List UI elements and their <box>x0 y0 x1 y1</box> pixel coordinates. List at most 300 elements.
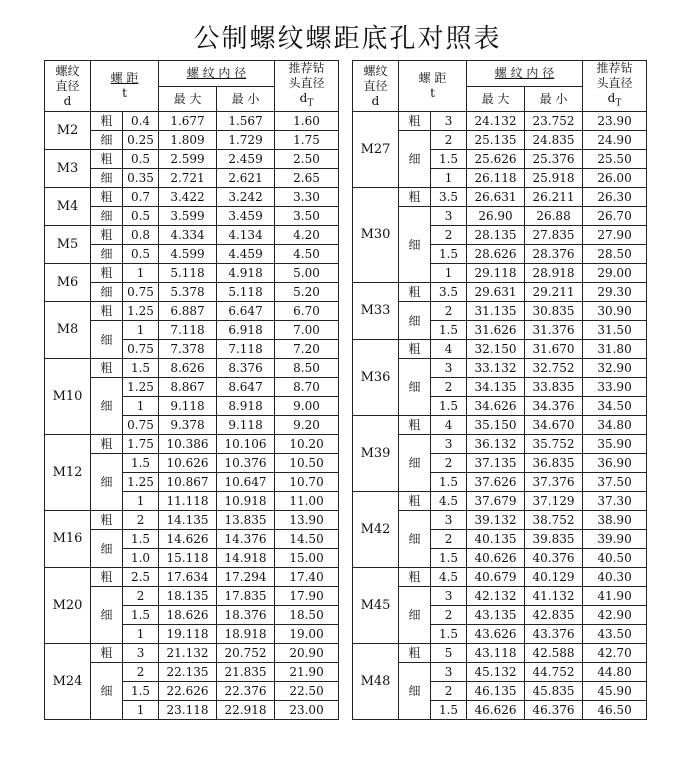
inner-diameter-min: 31.376 <box>525 321 583 340</box>
drill-diameter: 2.50 <box>275 150 339 169</box>
inner-diameter-min: 38.752 <box>525 511 583 530</box>
table-row <box>45 302 339 321</box>
pitch-value: 2 <box>431 606 467 625</box>
pitch-value: 1.5 <box>123 359 159 378</box>
inner-diameter-min: 45.835 <box>525 682 583 701</box>
header-pitch: 螺 距 t <box>91 61 159 112</box>
inner-diameter-min: 10.647 <box>217 473 275 492</box>
inner-diameter-max: 46.626 <box>467 701 525 720</box>
pitch-value: 1 <box>123 264 159 283</box>
table-row <box>353 340 647 359</box>
drill-diameter: 6.70 <box>275 302 339 321</box>
pitch-value: 3 <box>431 359 467 378</box>
drill-diameter: 1.75 <box>275 131 339 150</box>
pitch-type: 粗 <box>91 359 123 378</box>
inner-diameter-max: 42.132 <box>467 587 525 606</box>
drill-diameter: 25.50 <box>583 150 647 169</box>
drill-diameter: 42.70 <box>583 644 647 663</box>
drill-diameter: 8.50 <box>275 359 339 378</box>
inner-diameter-max: 14.135 <box>159 511 217 530</box>
pitch-value: 1.25 <box>123 302 159 321</box>
inner-diameter-max: 19.118 <box>159 625 217 644</box>
page-title: 公制螺纹螺距底孔对照表 <box>193 24 502 54</box>
inner-diameter-min: 8.376 <box>217 359 275 378</box>
pitch-type: 细 <box>91 245 123 264</box>
drill-diameter: 46.50 <box>583 701 647 720</box>
inner-diameter-min: 10.918 <box>217 492 275 511</box>
inner-diameter-max: 4.599 <box>159 245 217 264</box>
pitch-value: 3 <box>123 644 159 663</box>
inner-diameter-min: 33.835 <box>525 378 583 397</box>
inner-diameter-max: 22.626 <box>159 682 217 701</box>
inner-diameter-max: 33.132 <box>467 359 525 378</box>
table-row <box>45 435 339 454</box>
inner-diameter-min: 30.835 <box>525 302 583 321</box>
inner-diameter-min: 37.376 <box>525 473 583 492</box>
drill-diameter: 20.90 <box>275 644 339 663</box>
inner-diameter-min: 23.752 <box>525 112 583 131</box>
pitch-type: 粗 <box>91 226 123 245</box>
table-row <box>45 644 339 663</box>
drill-diameter: 36.90 <box>583 454 647 473</box>
pitch-type: 粗 <box>399 188 431 207</box>
pitch-value: 3 <box>431 207 467 226</box>
inner-diameter-max: 5.378 <box>159 283 217 302</box>
pitch-value: 1 <box>123 321 159 340</box>
thread-size: M16 <box>45 511 91 568</box>
inner-diameter-min: 31.670 <box>525 340 583 359</box>
thread-size: M12 <box>45 435 91 511</box>
inner-diameter-max: 26.118 <box>467 169 525 188</box>
drill-diameter: 44.80 <box>583 663 647 682</box>
drill-diameter: 10.20 <box>275 435 339 454</box>
pitch-value: 2 <box>123 511 159 530</box>
inner-diameter-max: 7.378 <box>159 340 217 359</box>
inner-diameter-max: 35.150 <box>467 416 525 435</box>
inner-diameter-min: 13.835 <box>217 511 275 530</box>
thread-size: M24 <box>45 644 91 720</box>
inner-diameter-max: 29.118 <box>467 264 525 283</box>
pitch-value: 3 <box>431 511 467 530</box>
inner-diameter-max: 36.132 <box>467 435 525 454</box>
pitch-value: 2 <box>431 131 467 150</box>
inner-diameter-min: 28.376 <box>525 245 583 264</box>
inner-diameter-max: 5.118 <box>159 264 217 283</box>
table-row <box>353 416 647 435</box>
pitch-value: 3 <box>431 587 467 606</box>
thread-size: M20 <box>45 568 91 644</box>
inner-diameter-max: 14.626 <box>159 530 217 549</box>
pitch-value: 0.5 <box>123 245 159 264</box>
drill-diameter: 14.50 <box>275 530 339 549</box>
drill-diameter: 5.20 <box>275 283 339 302</box>
table-header <box>353 61 647 112</box>
pitch-value: 4 <box>431 416 467 435</box>
table-row <box>353 568 647 587</box>
inner-diameter-max: 40.679 <box>467 568 525 587</box>
pitch-value: 0.25 <box>123 131 159 150</box>
header-inner-diameter: 螺 纹 内 径 <box>467 61 583 87</box>
header-pitch: 螺 距 t <box>399 61 467 112</box>
pitch-value: 0.7 <box>123 188 159 207</box>
drill-diameter: 19.00 <box>275 625 339 644</box>
inner-diameter-max: 7.118 <box>159 321 217 340</box>
pitch-type: 粗 <box>399 112 431 131</box>
pitch-value: 1.75 <box>123 435 159 454</box>
inner-diameter-min: 28.918 <box>525 264 583 283</box>
pitch-value: 0.75 <box>123 340 159 359</box>
table-row <box>45 359 339 378</box>
inner-diameter-max: 28.135 <box>467 226 525 245</box>
pitch-type: 粗 <box>91 188 123 207</box>
pitch-value: 1.5 <box>431 549 467 568</box>
pitch-value: 1.5 <box>123 606 159 625</box>
pitch-value: 2 <box>123 663 159 682</box>
thread-size: M4 <box>45 188 91 226</box>
inner-diameter-max: 26.631 <box>467 188 525 207</box>
pitch-value: 3 <box>431 435 467 454</box>
inner-diameter-max: 32.150 <box>467 340 525 359</box>
drill-diameter: 34.80 <box>583 416 647 435</box>
drill-diameter: 45.90 <box>583 682 647 701</box>
inner-diameter-min: 37.129 <box>525 492 583 511</box>
table-row <box>353 644 647 663</box>
pitch-value: 1.5 <box>431 701 467 720</box>
inner-diameter-max: 11.118 <box>159 492 217 511</box>
table-row <box>353 283 647 302</box>
inner-diameter-max: 31.135 <box>467 302 525 321</box>
inner-diameter-max: 9.118 <box>159 397 217 416</box>
pitch-value: 2 <box>431 530 467 549</box>
header-max: 最 大 <box>159 86 217 112</box>
inner-diameter-min: 17.835 <box>217 587 275 606</box>
pitch-type: 细 <box>399 663 431 720</box>
drill-diameter: 1.60 <box>275 112 339 131</box>
pitch-type: 细 <box>399 131 431 188</box>
header-min: 最 小 <box>217 86 275 112</box>
drill-diameter: 29.00 <box>583 264 647 283</box>
pitch-type: 粗 <box>91 264 123 283</box>
drill-diameter: 2.65 <box>275 169 339 188</box>
drill-diameter: 3.30 <box>275 188 339 207</box>
pitch-value: 3 <box>431 663 467 682</box>
pitch-type: 细 <box>91 454 123 511</box>
pitch-type: 细 <box>91 131 123 150</box>
pitch-type: 细 <box>91 283 123 302</box>
thread-size: M6 <box>45 264 91 302</box>
pitch-value: 0.4 <box>123 112 159 131</box>
pitch-type: 细 <box>91 530 123 568</box>
inner-diameter-max: 8.626 <box>159 359 217 378</box>
inner-diameter-max: 25.135 <box>467 131 525 150</box>
pitch-value: 2 <box>431 378 467 397</box>
inner-diameter-min: 4.134 <box>217 226 275 245</box>
inner-diameter-max: 1.809 <box>159 131 217 150</box>
drill-diameter: 5.00 <box>275 264 339 283</box>
inner-diameter-min: 26.211 <box>525 188 583 207</box>
inner-diameter-min: 40.129 <box>525 568 583 587</box>
inner-diameter-max: 9.378 <box>159 416 217 435</box>
pitch-type: 粗 <box>399 340 431 359</box>
pitch-type: 粗 <box>399 492 431 511</box>
drill-diameter: 40.30 <box>583 568 647 587</box>
pitch-value: 3 <box>431 112 467 131</box>
inner-diameter-max: 10.626 <box>159 454 217 473</box>
inner-diameter-min: 3.459 <box>217 207 275 226</box>
drill-diameter: 41.90 <box>583 587 647 606</box>
inner-diameter-max: 34.135 <box>467 378 525 397</box>
table-row <box>45 264 339 283</box>
drill-diameter: 26.70 <box>583 207 647 226</box>
pitch-value: 0.35 <box>123 169 159 188</box>
drill-diameter: 26.00 <box>583 169 647 188</box>
inner-diameter-min: 42.835 <box>525 606 583 625</box>
thread-size: M48 <box>353 644 399 720</box>
header-diameter: 螺纹 直径 d <box>45 61 91 112</box>
inner-diameter-min: 8.918 <box>217 397 275 416</box>
drill-diameter: 3.50 <box>275 207 339 226</box>
inner-diameter-min: 6.918 <box>217 321 275 340</box>
inner-diameter-min: 27.835 <box>525 226 583 245</box>
inner-diameter-max: 8.867 <box>159 378 217 397</box>
drill-diameter: 15.00 <box>275 549 339 568</box>
pitch-type: 细 <box>91 169 123 188</box>
pitch-type: 细 <box>399 587 431 644</box>
table-row <box>353 188 647 207</box>
pitch-value: 2 <box>431 302 467 321</box>
drill-diameter: 4.50 <box>275 245 339 264</box>
drill-diameter: 34.50 <box>583 397 647 416</box>
inner-diameter-min: 34.670 <box>525 416 583 435</box>
pitch-value: 2 <box>431 682 467 701</box>
thread-size: M33 <box>353 283 399 340</box>
thread-table-right <box>352 60 647 720</box>
inner-diameter-max: 24.132 <box>467 112 525 131</box>
drill-diameter: 37.30 <box>583 492 647 511</box>
inner-diameter-max: 10.867 <box>159 473 217 492</box>
inner-diameter-min: 26.88 <box>525 207 583 226</box>
inner-diameter-max: 1.677 <box>159 112 217 131</box>
thread-size: M45 <box>353 568 399 644</box>
inner-diameter-min: 25.376 <box>525 150 583 169</box>
table-row <box>45 112 339 131</box>
pitch-value: 4.5 <box>431 492 467 511</box>
inner-diameter-max: 43.626 <box>467 625 525 644</box>
pitch-type: 细 <box>91 207 123 226</box>
thread-size: M30 <box>353 188 399 283</box>
inner-diameter-max: 37.135 <box>467 454 525 473</box>
inner-diameter-max: 31.626 <box>467 321 525 340</box>
table-row <box>353 492 647 511</box>
pitch-type: 细 <box>91 663 123 720</box>
pitch-value: 1 <box>431 169 467 188</box>
drill-diameter: 23.90 <box>583 112 647 131</box>
thread-size: M10 <box>45 359 91 435</box>
pitch-value: 1.5 <box>123 530 159 549</box>
drill-diameter: 10.70 <box>275 473 339 492</box>
drill-diameter: 18.50 <box>275 606 339 625</box>
inner-diameter-min: 14.376 <box>217 530 275 549</box>
drill-diameter: 35.90 <box>583 435 647 454</box>
drill-diameter: 26.30 <box>583 188 647 207</box>
pitch-value: 1.5 <box>431 397 467 416</box>
inner-diameter-min: 36.835 <box>525 454 583 473</box>
inner-diameter-max: 43.135 <box>467 606 525 625</box>
pitch-value: 1 <box>123 397 159 416</box>
drill-diameter: 13.90 <box>275 511 339 530</box>
pitch-value: 2 <box>431 454 467 473</box>
table-row <box>45 150 339 169</box>
header-min: 最 小 <box>525 86 583 112</box>
inner-diameter-max: 39.132 <box>467 511 525 530</box>
drill-diameter: 29.30 <box>583 283 647 302</box>
drill-diameter: 30.90 <box>583 302 647 321</box>
pitch-value: 1.5 <box>431 150 467 169</box>
inner-diameter-max: 15.118 <box>159 549 217 568</box>
inner-diameter-min: 25.918 <box>525 169 583 188</box>
table-row <box>353 112 647 131</box>
drill-diameter: 11.00 <box>275 492 339 511</box>
pitch-value: 3.5 <box>431 283 467 302</box>
thread-size: M42 <box>353 492 399 568</box>
pitch-value: 0.75 <box>123 283 159 302</box>
inner-diameter-min: 32.752 <box>525 359 583 378</box>
drill-diameter: 4.20 <box>275 226 339 245</box>
inner-diameter-min: 22.376 <box>217 682 275 701</box>
inner-diameter-min: 3.242 <box>217 188 275 207</box>
header-max: 最 大 <box>467 86 525 112</box>
pitch-value: 0.8 <box>123 226 159 245</box>
inner-diameter-min: 2.459 <box>217 150 275 169</box>
inner-diameter-min: 14.918 <box>217 549 275 568</box>
pitch-value: 2 <box>123 587 159 606</box>
drill-diameter: 17.40 <box>275 568 339 587</box>
table-row <box>45 568 339 587</box>
pitch-value: 2.5 <box>123 568 159 587</box>
inner-diameter-min: 17.294 <box>217 568 275 587</box>
drill-diameter: 28.50 <box>583 245 647 264</box>
inner-diameter-max: 3.599 <box>159 207 217 226</box>
pitch-value: 1.0 <box>123 549 159 568</box>
inner-diameter-max: 29.631 <box>467 283 525 302</box>
inner-diameter-min: 34.376 <box>525 397 583 416</box>
pitch-value: 1.5 <box>431 245 467 264</box>
pitch-value: 1.25 <box>123 378 159 397</box>
inner-diameter-max: 18.626 <box>159 606 217 625</box>
inner-diameter-max: 34.626 <box>467 397 525 416</box>
pitch-value: 1 <box>431 264 467 283</box>
pitch-value: 0.5 <box>123 207 159 226</box>
pitch-type: 细 <box>399 207 431 283</box>
pitch-type: 粗 <box>91 435 123 454</box>
drill-diameter: 39.90 <box>583 530 647 549</box>
inner-diameter-max: 46.135 <box>467 682 525 701</box>
header-drill: 推荐钻 头直径 $d_T$ <box>583 61 647 112</box>
pitch-type: 细 <box>399 435 431 492</box>
inner-diameter-min: 24.835 <box>525 131 583 150</box>
pitch-type: 细 <box>91 321 123 359</box>
pitch-value: 4 <box>431 340 467 359</box>
inner-diameter-min: 29.211 <box>525 283 583 302</box>
pitch-type: 细 <box>91 378 123 435</box>
inner-diameter-min: 42.588 <box>525 644 583 663</box>
pitch-type: 粗 <box>91 568 123 587</box>
inner-diameter-min: 46.376 <box>525 701 583 720</box>
table-row <box>45 188 339 207</box>
inner-diameter-max: 28.626 <box>467 245 525 264</box>
inner-diameter-max: 2.599 <box>159 150 217 169</box>
inner-diameter-max: 21.132 <box>159 644 217 663</box>
pitch-type: 粗 <box>399 644 431 663</box>
drill-diameter: 7.00 <box>275 321 339 340</box>
drill-diameter: 38.90 <box>583 511 647 530</box>
inner-diameter-min: 41.132 <box>525 587 583 606</box>
inner-diameter-min: 7.118 <box>217 340 275 359</box>
drill-diameter: 37.50 <box>583 473 647 492</box>
inner-diameter-min: 4.918 <box>217 264 275 283</box>
pitch-type: 细 <box>399 511 431 568</box>
inner-diameter-max: 22.135 <box>159 663 217 682</box>
pitch-type: 细 <box>399 302 431 340</box>
drill-diameter: 33.90 <box>583 378 647 397</box>
pitch-type: 粗 <box>91 112 123 131</box>
inner-diameter-max: 40.135 <box>467 530 525 549</box>
inner-diameter-min: 4.459 <box>217 245 275 264</box>
pitch-value: 1.5 <box>431 321 467 340</box>
drill-diameter: 42.90 <box>583 606 647 625</box>
inner-diameter-max: 37.626 <box>467 473 525 492</box>
pitch-type: 粗 <box>399 568 431 587</box>
inner-diameter-min: 40.376 <box>525 549 583 568</box>
drill-diameter: 22.50 <box>275 682 339 701</box>
drill-diameter: 31.80 <box>583 340 647 359</box>
inner-diameter-min: 22.918 <box>217 701 275 720</box>
header-diameter: 螺纹 直径 d <box>353 61 399 112</box>
pitch-value: 2 <box>431 226 467 245</box>
drill-diameter: 9.00 <box>275 397 339 416</box>
pitch-type: 粗 <box>91 302 123 321</box>
inner-diameter-min: 1.567 <box>217 112 275 131</box>
inner-diameter-max: 45.132 <box>467 663 525 682</box>
inner-diameter-max: 37.679 <box>467 492 525 511</box>
pitch-type: 粗 <box>399 283 431 302</box>
inner-diameter-min: 6.647 <box>217 302 275 321</box>
inner-diameter-min: 18.376 <box>217 606 275 625</box>
pitch-value: 1 <box>123 492 159 511</box>
thread-size: M8 <box>45 302 91 359</box>
inner-diameter-max: 23.118 <box>159 701 217 720</box>
inner-diameter-min: 44.752 <box>525 663 583 682</box>
pitch-type: 粗 <box>91 511 123 530</box>
inner-diameter-max: 2.721 <box>159 169 217 188</box>
drill-diameter: 32.90 <box>583 359 647 378</box>
inner-diameter-min: 2.621 <box>217 169 275 188</box>
inner-diameter-min: 9.118 <box>217 416 275 435</box>
pitch-value: 1.25 <box>123 473 159 492</box>
drill-diameter: 8.70 <box>275 378 339 397</box>
inner-diameter-min: 1.729 <box>217 131 275 150</box>
drill-diameter: 27.90 <box>583 226 647 245</box>
inner-diameter-min: 18.918 <box>217 625 275 644</box>
thread-size: M36 <box>353 340 399 416</box>
inner-diameter-min: 20.752 <box>217 644 275 663</box>
inner-diameter-min: 35.752 <box>525 435 583 454</box>
pitch-type: 粗 <box>399 416 431 435</box>
drill-diameter: 9.20 <box>275 416 339 435</box>
inner-diameter-max: 3.422 <box>159 188 217 207</box>
table-row <box>45 226 339 245</box>
pitch-type: 粗 <box>91 150 123 169</box>
